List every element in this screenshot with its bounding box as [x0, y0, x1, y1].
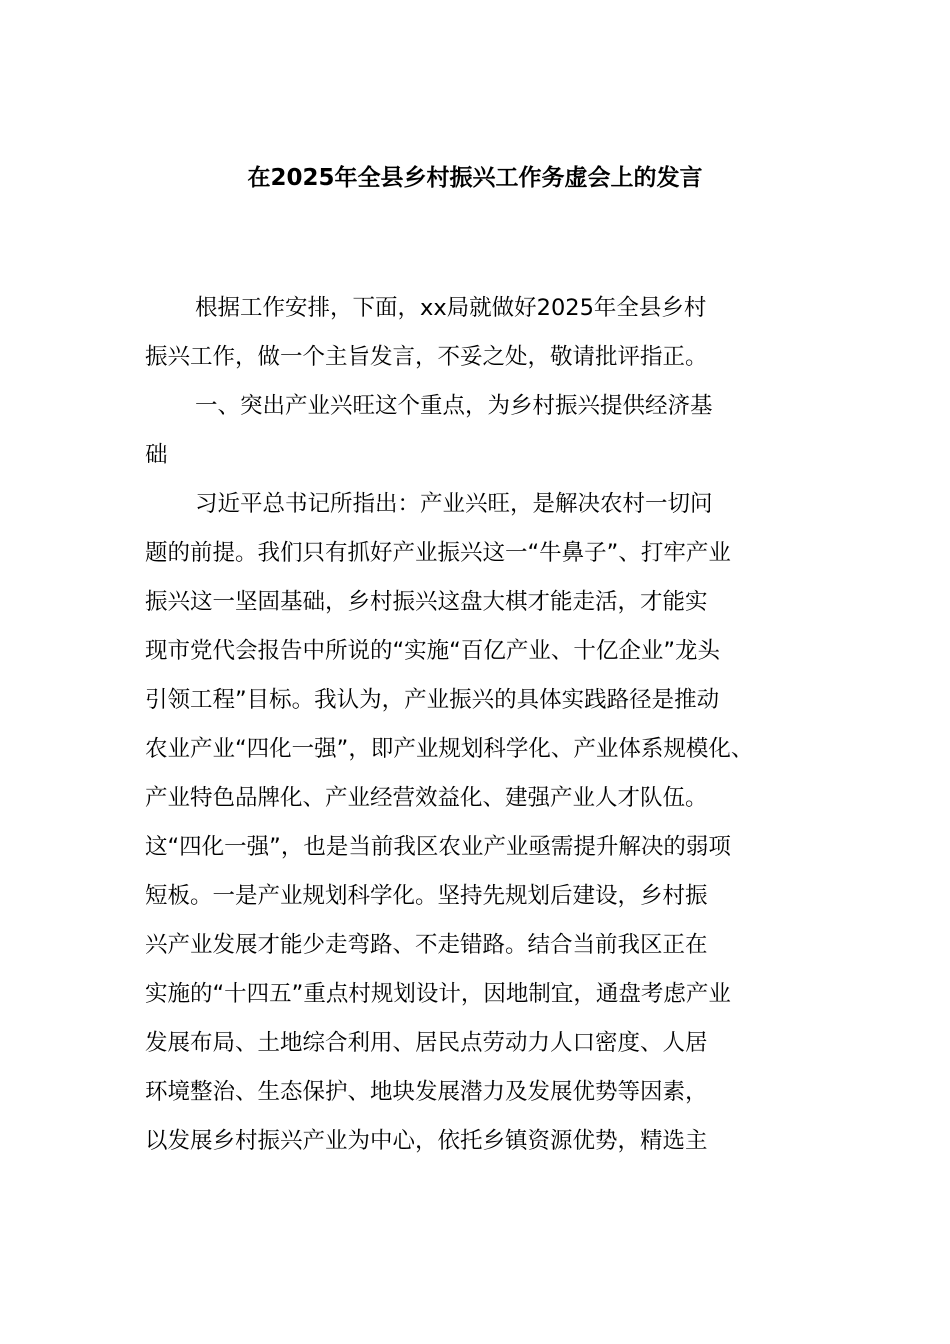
- body-text-line: 现市党代会报告中所说的“实施“百亿产业、十亿企业”龙头: [145, 638, 720, 664]
- document-body: [145, 284, 825, 1166]
- body-text-line: 题的前提。我们只有抓好产业振兴这一“牛鼻子”、打牢产业: [145, 540, 731, 566]
- body-text-line: 兴产业发展才能少走弯路、不走错路。结合当前我区正在: [145, 932, 708, 958]
- body-text-line: 以发展乡村振兴产业为中心，依托乡镇资源优势，精选主: [145, 1128, 708, 1154]
- body-text-line: 产业特色品牌化、产业经营效益化、建强产业人才队伍。: [145, 785, 708, 811]
- body-text-line: 振兴工作，做一个主旨发言，不妥之处，敬请批评指正。: [145, 344, 708, 370]
- body-text-line: 础: [145, 442, 168, 468]
- body-text-line: 这“四化一强”，也是当前我区农业产业亟需提升解决的弱项: [145, 834, 731, 860]
- body-text-line: 习近平总书记所指出：产业兴旺，是解决农村一切问: [195, 491, 713, 517]
- body-text-line: 发展布局、土地综合利用、居民点劳动力人口密度、人居: [145, 1030, 708, 1056]
- document-title: 在2025年全县乡村振兴工作务虚会上的发言: [247, 165, 703, 191]
- body-text-line: 根据工作安排，下面，xx局就做好2025年全县乡村: [195, 295, 707, 321]
- body-text-line: 农业产业“四化一强”，即产业规划科学化、产业体系规模化、: [145, 736, 754, 762]
- body-text-line: 引领工程”目标。我认为，产业振兴的具体实践路径是推动: [145, 687, 720, 713]
- body-text-line: 实施的“十四五”重点村规划设计，因地制宜，通盘考虑产业: [145, 981, 731, 1007]
- body-text-line: 短板。一是产业规划科学化。坚持先规划后建设，乡村振: [145, 883, 708, 909]
- body-text-line: 环境整治、生态保护、地块发展潜力及发展优势等因素，: [145, 1079, 708, 1105]
- body-text-line: 振兴这一坚固基础，乡村振兴这盘大棋才能走活，才能实: [145, 589, 708, 615]
- body-text-line: 一、突出产业兴旺这个重点，为乡村振兴提供经济基: [195, 393, 713, 419]
